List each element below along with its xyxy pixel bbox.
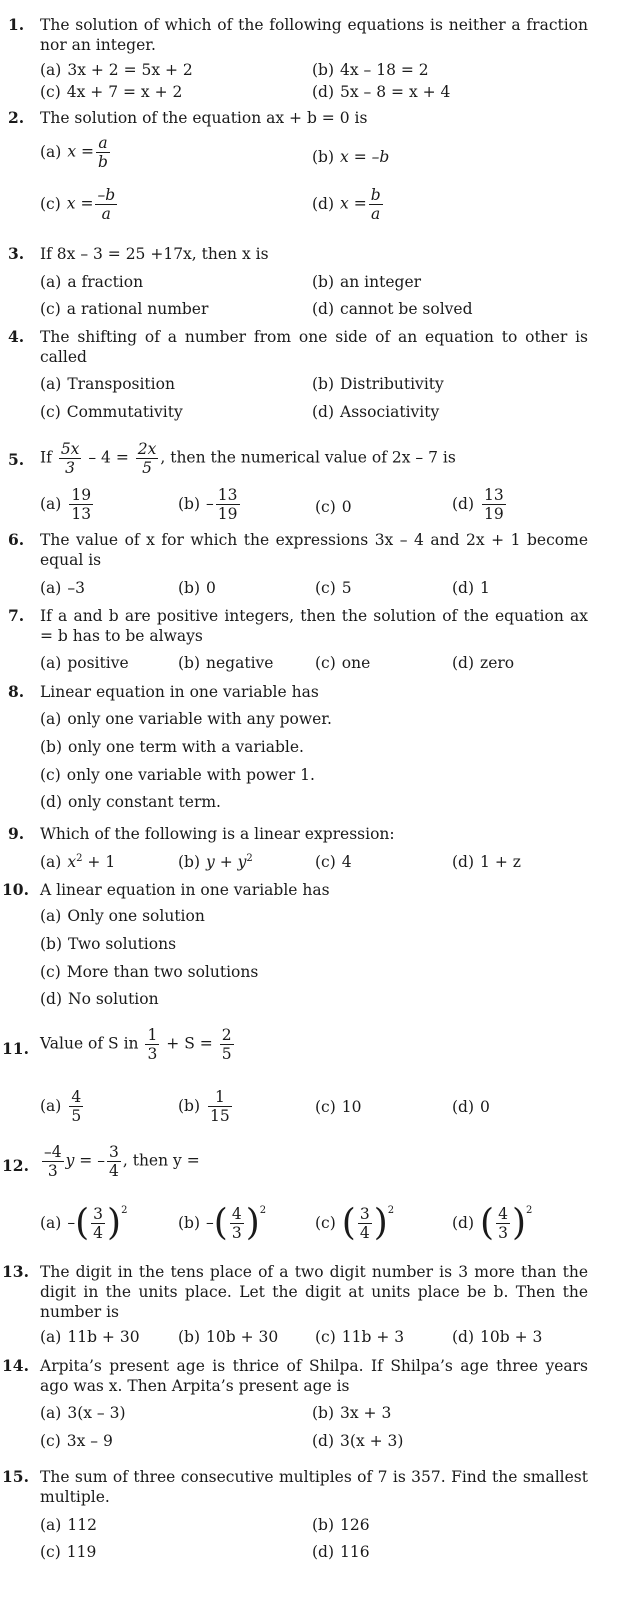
option-a: (a) Only one solution [40,907,205,925]
option-a: (a) positive [40,654,129,672]
option-a: (a) 3x + 2 = 5x + 2 [40,61,193,79]
option-a: (a) –3 [40,579,85,597]
question-number: 4. [8,327,25,346]
question-number: 6. [8,530,25,549]
option-d: (d) 116 [312,1543,370,1561]
option-c: (c) 11b + 3 [315,1328,405,1346]
option-c: (c) Commutativity [40,403,183,421]
option-b: (b) $y + y^2$ [178,853,253,871]
option-c: (c) ( $\frac{3}{4}$ )$^2$ [315,1202,395,1244]
option-a: (a) $\frac{19}{13}$ [40,486,92,523]
fraction: $\frac{4}{3}$ [231,1205,242,1242]
question-number: 7. [8,606,25,625]
option-c: (c) More than two solutions [40,963,259,981]
fraction: $\frac{2}{5}$ [221,1026,232,1063]
fraction: $\frac{4}{5}$ [71,1088,82,1125]
option-a: (a) only one variable with any power. [40,710,332,728]
option-a: (a) 112 [40,1516,97,1534]
option-b: (b) –( $\frac{4}{3}$ )$^2$ [178,1202,267,1244]
fraction: $\frac{-b}{a}$ [97,186,116,223]
question-number: 13. [2,1262,29,1281]
option-c: (c) 4 [315,853,352,871]
fraction: $\frac{5x}{3}$ [60,440,80,477]
question-text: The value of x for which the expressions 3x – 4 and 2x + 1 become equal is [40,531,588,569]
question-text: The shifting of a number from one side of an equation to other is called [40,328,588,366]
option-b: (b) 4x – 18 = 2 [312,61,429,79]
question-number: 3. [8,244,25,263]
option-b: (b) only one term with a variable. [40,738,304,756]
option-d: (d) 0 [452,1098,490,1116]
option-a: (a) Transposition [40,375,175,393]
question-number: 2. [8,108,25,127]
question-text: A linear equation in one variable has [40,881,330,899]
option-d: (d) cannot be solved [312,300,473,318]
fraction: $\frac{3}{4}$ [93,1205,104,1242]
fraction: $\frac{b}{a}$ [370,186,381,223]
option-b: (b) Two solutions [40,935,177,953]
option-b: (b) $\frac{1}{15}$ [178,1088,230,1125]
option-a: (a) $\frac{4}{5}$ [40,1088,82,1125]
question-text: Arpita’s present age is thrice of Shilpa. If Shilpa’s age three years ago was x. Then Arpita’s present age is [40,1357,588,1395]
option-a: (a) x = $\frac{a}{b}$ [40,134,108,171]
option-b: (b) an integer [312,273,422,291]
option-d: (d) 3(x + 3) [312,1432,404,1450]
option-d: (d) $\frac{13}{19}$ [452,486,504,523]
fraction: $\frac{19}{13}$ [71,486,92,523]
fraction: $\frac{a}{b}$ [98,134,108,171]
question-text: Linear equation in one variable has [40,683,319,701]
option-b: (b) 10b + 30 [178,1328,279,1346]
question-number: 15. [2,1467,29,1486]
option-c: (c) 3x – 9 [40,1432,113,1450]
option-b: (b) Distributivity [312,375,444,393]
question-text: The digit in the tens place of a two digit number is 3 more than the digit in the units place. Let the digit at units place be b. Then the number is [40,1263,588,1321]
option-b: (b) 126 [312,1516,370,1534]
option-d: (d) No solution [40,990,159,1008]
option-d: (d) ( $\frac{4}{3}$ )$^2$ [452,1202,533,1244]
question-text: $\frac{-4}{3}$ y = – $\frac{3}{4}$ , then y = [44,1143,200,1180]
option-b: (b) x = –b [312,148,390,166]
fraction: $\frac{1}{15}$ [210,1088,230,1125]
question-text: Value of S in $\frac{1}{3}$ + S = $\frac{2}{5}$ [40,1026,232,1063]
option-b: (b) 0 [178,579,216,597]
question-number: 1. [8,15,25,34]
option-c: (c) 119 [40,1543,97,1561]
option-d: (d) 1 + z [452,853,521,871]
question-text: The sum of three consecutive multiples of 7 is 357. Find the smallest multiple. [40,1468,588,1506]
fraction: $\frac{3}{4}$ [359,1205,370,1242]
option-d: (d) 10b + 3 [452,1328,543,1346]
question-text: If a and b are positive integers, then the solution of the equation ax = b has to be always [40,607,588,645]
option-b: (b) – $\frac{13}{19}$ [178,486,238,523]
option-d: (d) 5x – 8 = x + 4 [312,83,451,101]
option-c: (c) one [315,654,371,672]
option-d: (d) Associativity [312,403,440,421]
question-number: 5. [8,450,25,469]
fraction: $\frac{13}{19}$ [484,486,504,523]
question-text: Which of the following is a linear expression: [40,825,395,843]
fraction: $\frac{2x}{5}$ [137,440,157,477]
option-c: (c) 10 [315,1098,362,1116]
question-text: The solution of the equation ax + b = 0 is [40,109,368,127]
option-a: (a) 11b + 30 [40,1328,140,1346]
option-a: (a) 3(x – 3) [40,1404,126,1422]
question-number: 12. [2,1156,29,1175]
option-c: (c) 4x + 7 = x + 2 [40,83,183,101]
option-b: (b) negative [178,654,274,672]
fraction: $\frac{13}{19}$ [217,486,238,523]
fraction: $\frac{1}{3}$ [147,1026,158,1063]
option-a: (a) –( $\frac{3}{4}$ )$^2$ [40,1202,128,1244]
question-number: 8. [8,682,25,701]
question-text: If $\frac{5x}{3}$ – 4 = $\frac{2x}{5}$ , then the numerical value of 2x – 7 is [40,440,456,477]
question-text: The solution of which of the following equations is neither a fraction nor an integer. [40,16,588,54]
option-d: (d) 1 [452,579,490,597]
option-c: (c) only one variable with power 1. [40,766,315,784]
question-number: 14. [2,1356,29,1375]
fraction: $\frac{3}{4}$ [108,1143,119,1180]
option-a: (a) a fraction [40,273,144,291]
option-c: (c) 0 [315,498,352,516]
fraction: $\frac{-4}{3}$ [44,1143,62,1180]
option-b: (b) 3x + 3 [312,1404,392,1422]
option-a: (a) $x^2 + 1$ [40,853,116,871]
question-number: 10. [2,880,29,899]
option-c: (c) a rational number [40,300,209,318]
option-c: (c) x = $\frac{-b}{a}$ [40,186,116,223]
fraction: $\frac{4}{3}$ [498,1205,508,1242]
question-number: 11. [2,1039,29,1058]
option-d: (d) zero [452,654,515,672]
question-number: 9. [8,824,25,843]
option-d: (d) only constant term. [40,793,221,811]
question-text: If 8x – 3 = 25 +17x, then x is [40,245,269,263]
option-d: (d) x = $\frac{b}{a}$ [312,186,381,223]
option-c: (c) 5 [315,579,352,597]
